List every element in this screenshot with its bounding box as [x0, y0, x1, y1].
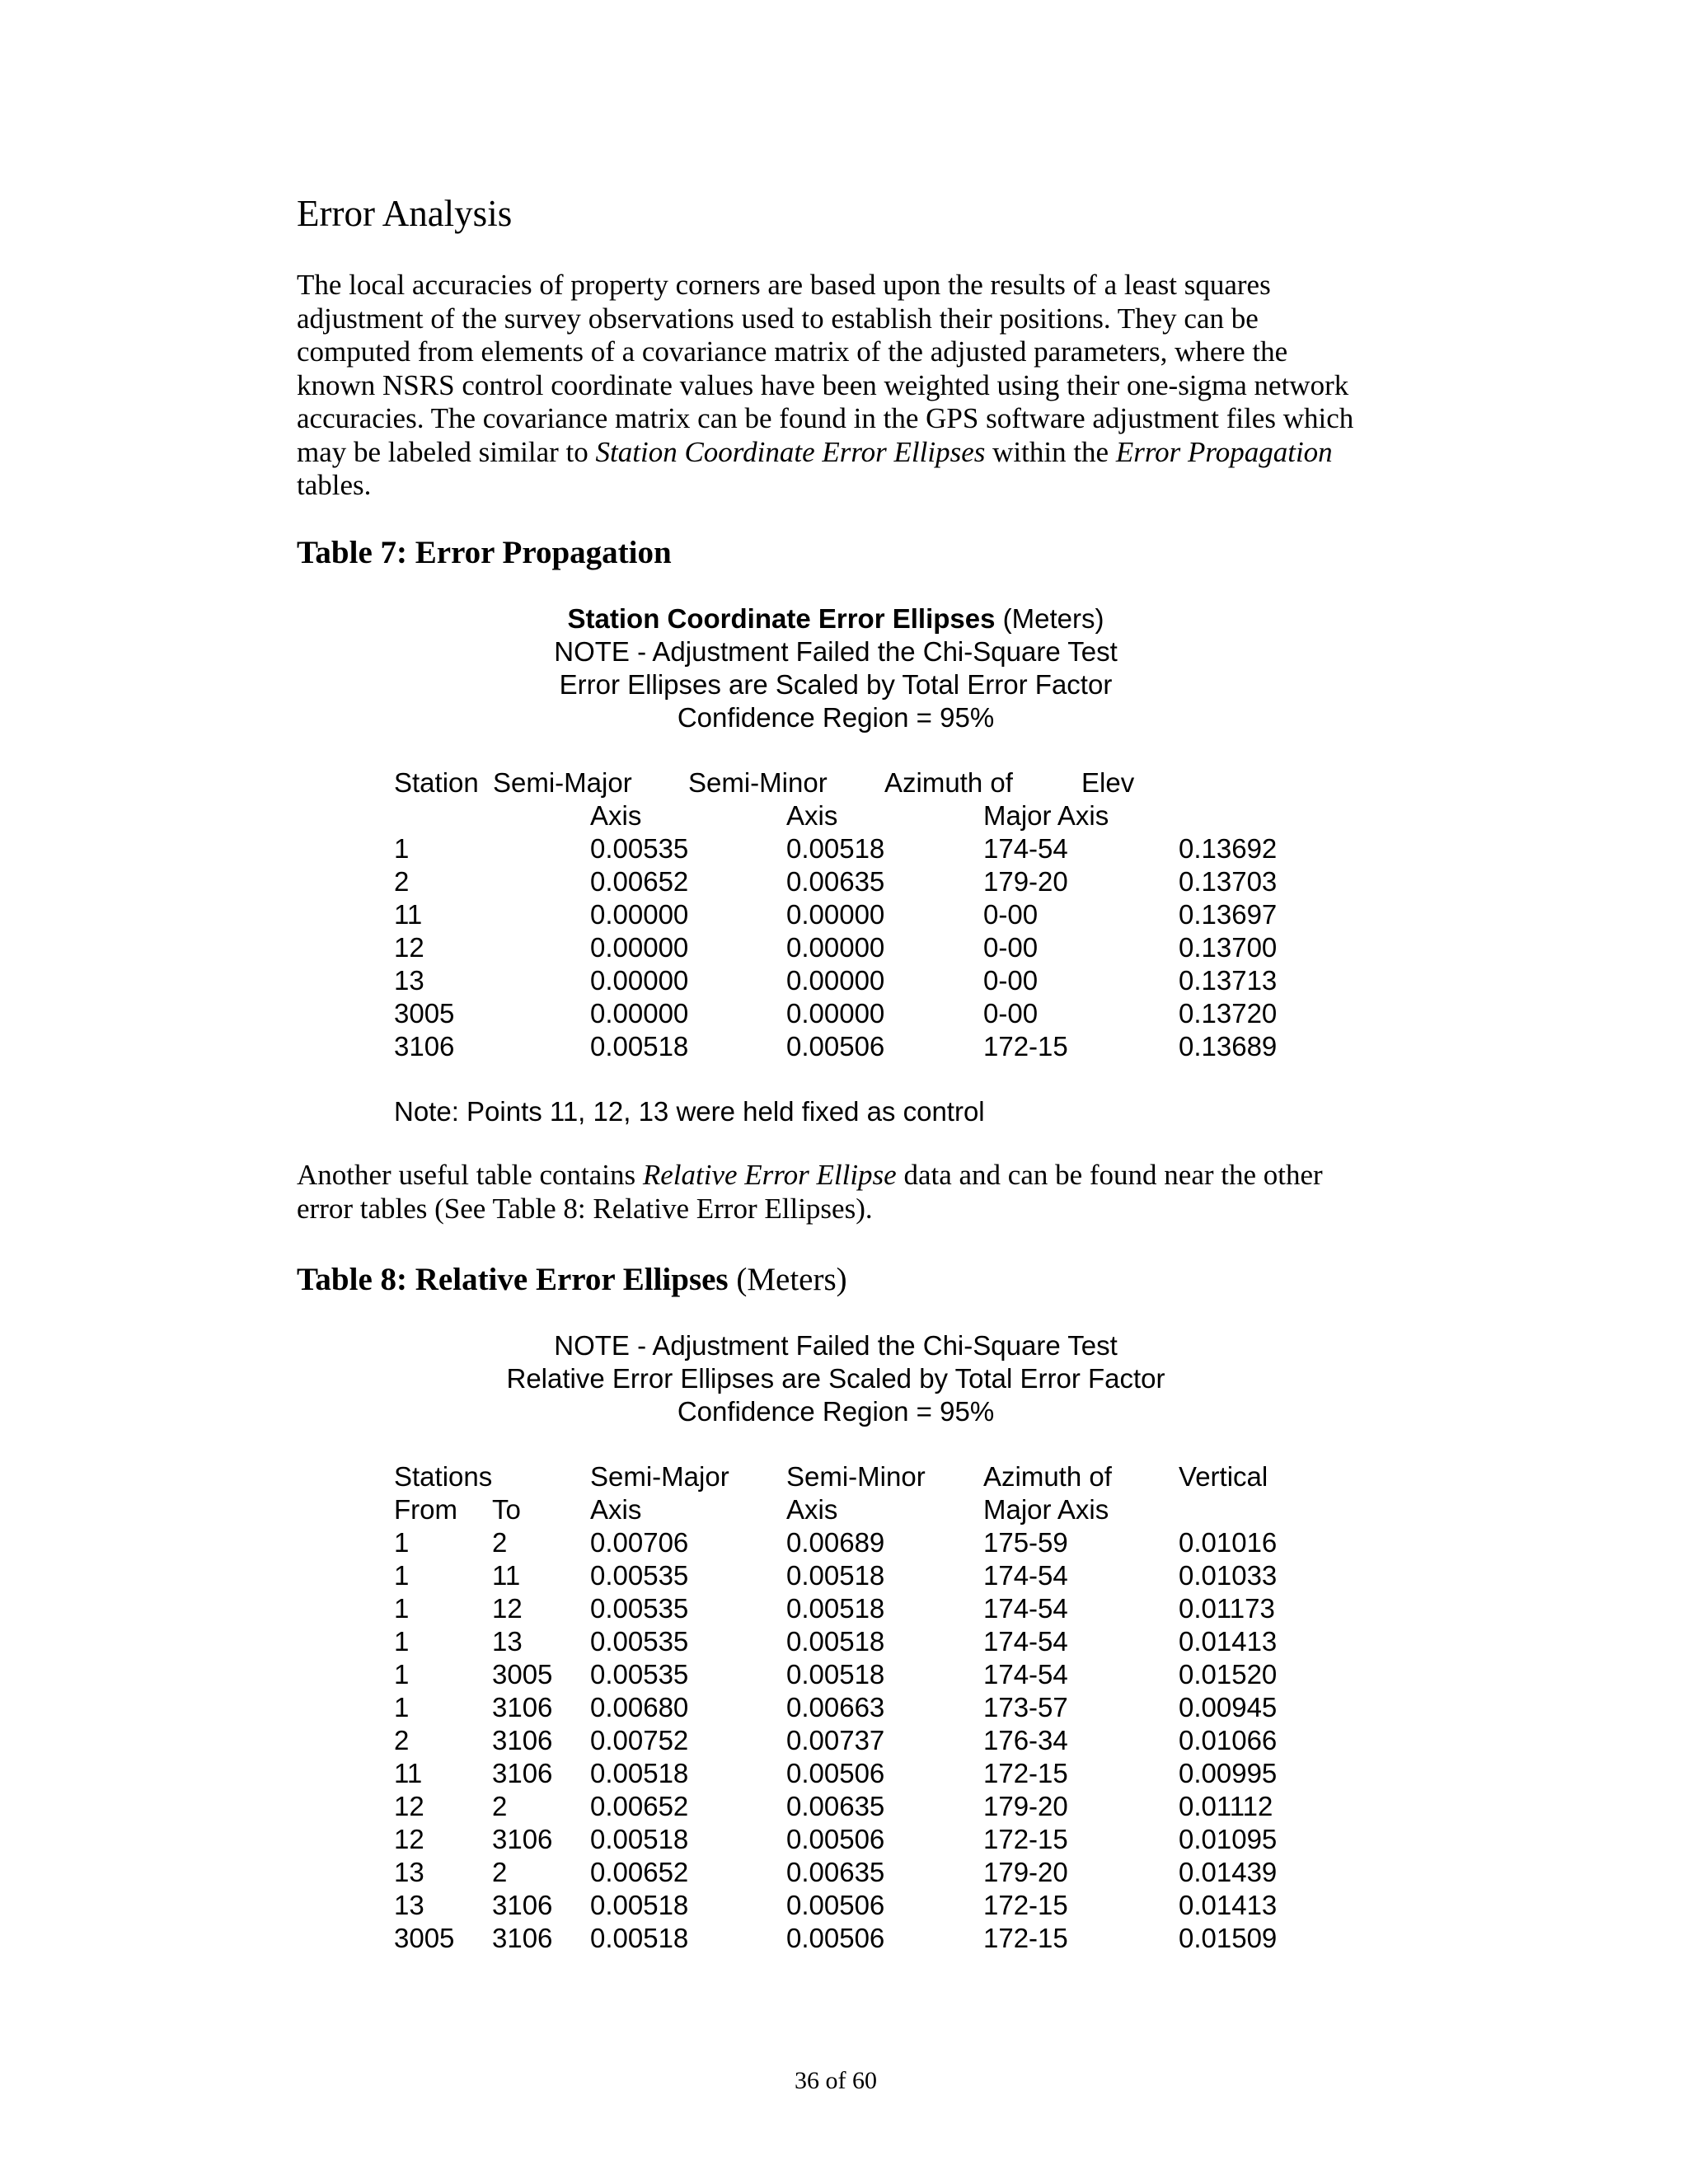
- cell-vertical: 0.01066: [1179, 1725, 1278, 1755]
- cell-azimuth: 175-59: [983, 1527, 1068, 1558]
- table7-footnote: Note: Points 11, 12, 13 were held fixed as control: [394, 1096, 985, 1127]
- page-number: 36 of 60: [795, 2067, 877, 2094]
- table8-heading-unit: (Meters): [728, 1262, 847, 1297]
- cell-semi-minor: 0.00635: [786, 1791, 885, 1821]
- header-azimuth-2: Major Axis: [983, 1494, 1109, 1525]
- cell-azimuth: 0-00: [983, 998, 1039, 1029]
- cell-semi-minor: 0.00518: [786, 1659, 885, 1690]
- cell-semi-minor: 0.00000: [786, 899, 885, 930]
- cell-semi-major: 0.00518: [590, 1890, 689, 1920]
- intro-text: The local accuracies of property corners are based upon the results of a least squares adjustment of the survey observations used to establish their positions. They can be computed from elements of a covariance matrix of the adjusted parameters, where the known NSRS control coordinate values have been weighted using their one-sigma network accuracies. The covariance matrix can be found in the GPS software adjustment files which may be labeled similar to: [297, 269, 1354, 468]
- cell-semi-minor: 0.00737: [786, 1725, 885, 1755]
- intro-italic-term: Station Coordinate Error Ellipses: [595, 435, 986, 468]
- cell-from: 1: [394, 1659, 410, 1690]
- cell-azimuth: 0-00: [983, 932, 1039, 963]
- cell-semi-minor: 0.00635: [786, 866, 885, 897]
- cell-semi-minor: 0.00518: [786, 1593, 885, 1624]
- table8-note-line: NOTE - Adjustment Failed the Chi-Square Test: [554, 1330, 1118, 1361]
- header-stations: Stations: [394, 1461, 493, 1492]
- cell-semi-minor: 0.00518: [786, 833, 885, 864]
- cell-to: 3005: [492, 1659, 553, 1690]
- cell-semi-minor: 0.00635: [786, 1857, 885, 1887]
- table8-note-line: Confidence Region = 95%: [677, 1396, 995, 1427]
- cell-to: 13: [492, 1626, 523, 1657]
- cell-azimuth: 0-00: [983, 965, 1039, 996]
- para2-text: Another useful table contains: [297, 1159, 643, 1191]
- cell-vertical: 0.01520: [1179, 1659, 1278, 1690]
- cell-semi-major: 0.00706: [590, 1527, 689, 1558]
- cell-semi-minor: 0.00518: [786, 1560, 885, 1591]
- cell-from: 13: [394, 1890, 424, 1920]
- section-title: Error Analysis: [297, 193, 513, 234]
- cell-azimuth: 172-15: [983, 1758, 1068, 1788]
- cell-from: 12: [394, 1824, 424, 1854]
- cell-semi-major: 0.00535: [590, 1560, 689, 1591]
- cell-to: 11: [492, 1560, 521, 1591]
- cell-vertical: 0.01439: [1179, 1857, 1278, 1887]
- header-semi-minor-2: Axis: [786, 1494, 838, 1525]
- header-semi-major-2: Axis: [590, 1494, 642, 1525]
- cell-station: 3005: [394, 998, 455, 1029]
- cell-elev: 0.13689: [1179, 1031, 1278, 1062]
- cell-azimuth: 174-54: [983, 1593, 1068, 1624]
- cell-vertical: 0.01095: [1179, 1824, 1278, 1854]
- cell-azimuth: 172-15: [983, 1923, 1068, 1953]
- cell-azimuth: 174-54: [983, 1560, 1068, 1591]
- header-semi-major: Semi-Major: [590, 1461, 729, 1492]
- cell-from: 2: [394, 1725, 410, 1755]
- cell-semi-major: 0.00535: [590, 833, 689, 864]
- table7-note-line: Error Ellipses are Scaled by Total Error Factor: [559, 669, 1113, 700]
- cell-to: 3106: [492, 1923, 553, 1953]
- cell-semi-major: 0.00652: [590, 1791, 689, 1821]
- cell-to: 3106: [492, 1824, 553, 1854]
- cell-semi-major: 0.00518: [590, 1758, 689, 1788]
- cell-semi-minor: 0.00506: [786, 1031, 885, 1062]
- cell-elev: 0.13697: [1179, 899, 1278, 930]
- header-semi-major: Semi-Major: [493, 767, 632, 798]
- cell-to: 2: [492, 1791, 508, 1821]
- header-to: To: [492, 1494, 521, 1525]
- cell-station: 3106: [394, 1031, 455, 1062]
- header-elev: Elev: [1081, 767, 1135, 798]
- cell-vertical: 0.01016: [1179, 1527, 1278, 1558]
- cell-semi-major: 0.00652: [590, 866, 689, 897]
- cell-azimuth: 173-57: [983, 1692, 1068, 1722]
- cell-semi-major: 0.00000: [590, 899, 689, 930]
- table8-note-line: Relative Error Ellipses are Scaled by Total Error Factor: [506, 1363, 1165, 1394]
- cell-from: 12: [394, 1791, 424, 1821]
- cell-from: 1: [394, 1692, 410, 1722]
- cell-elev: 0.13692: [1179, 833, 1278, 864]
- cell-vertical: 0.01413: [1179, 1626, 1278, 1657]
- header-vertical: Vertical: [1179, 1461, 1268, 1492]
- cell-azimuth: 172-15: [983, 1824, 1068, 1854]
- cell-azimuth: 179-20: [983, 1791, 1068, 1821]
- cell-to: 3106: [492, 1725, 553, 1755]
- cell-semi-minor: 0.00000: [786, 998, 885, 1029]
- header-azimuth: Azimuth of: [983, 1461, 1112, 1492]
- cell-semi-major: 0.00518: [590, 1031, 689, 1062]
- header-semi-minor: Semi-Minor: [688, 767, 828, 798]
- cell-station: 13: [394, 965, 424, 996]
- cell-vertical: 0.01413: [1179, 1890, 1278, 1920]
- header-station: Station: [394, 767, 479, 798]
- cell-semi-minor: 0.00663: [786, 1692, 885, 1722]
- cell-from: 3005: [394, 1923, 455, 1953]
- paragraph-2: [297, 1159, 1368, 1226]
- cell-azimuth: 0-00: [983, 899, 1039, 930]
- intro-italic-term: Error Propagation: [1115, 435, 1333, 468]
- cell-from: 13: [394, 1857, 424, 1887]
- cell-from: 11: [394, 1758, 423, 1788]
- header-azimuth: Azimuth of: [884, 767, 1013, 798]
- cell-semi-major: 0.00000: [590, 932, 689, 963]
- cell-vertical: 0.00945: [1179, 1692, 1278, 1722]
- cell-azimuth: 174-54: [983, 833, 1068, 864]
- table8-caption: [0, 1329, 1672, 1428]
- table7-caption: [0, 602, 1672, 734]
- cell-station: 1: [394, 833, 410, 864]
- cell-semi-major: 0.00518: [590, 1923, 689, 1953]
- cell-from: 1: [394, 1527, 410, 1558]
- cell-from: 1: [394, 1560, 410, 1591]
- header-azimuth-2: Major Axis: [983, 800, 1109, 831]
- table7-note-line: Confidence Region = 95%: [677, 702, 995, 733]
- para2-italic-term: Relative Error Ellipse: [642, 1159, 897, 1191]
- cell-vertical: 0.01112: [1179, 1791, 1273, 1821]
- cell-semi-minor: 0.00506: [786, 1890, 885, 1920]
- cell-semi-minor: 0.00000: [786, 965, 885, 996]
- header-semi-major-2: Axis: [590, 800, 642, 831]
- cell-to: 3106: [492, 1692, 553, 1722]
- cell-semi-minor: 0.00518: [786, 1626, 885, 1657]
- cell-from: 1: [394, 1593, 410, 1624]
- cell-to: 3106: [492, 1758, 553, 1788]
- cell-vertical: 0.01173: [1179, 1593, 1275, 1624]
- cell-elev: 0.13703: [1179, 866, 1278, 897]
- para2-text: data and can be found near the other error tables (See Table 8: Relative Error Ellipses).: [297, 1159, 1323, 1225]
- cell-station: 11: [394, 899, 423, 930]
- cell-vertical: 0.00995: [1179, 1758, 1278, 1788]
- header-semi-minor-2: Axis: [786, 800, 838, 831]
- cell-semi-major: 0.00652: [590, 1857, 689, 1887]
- cell-vertical: 0.01509: [1179, 1923, 1278, 1953]
- cell-azimuth: 172-15: [983, 1890, 1068, 1920]
- cell-from: 1: [394, 1626, 410, 1657]
- cell-semi-major: 0.00000: [590, 998, 689, 1029]
- cell-semi-major: 0.00752: [590, 1725, 689, 1755]
- cell-to: 12: [492, 1593, 523, 1624]
- cell-elev: 0.13700: [1179, 932, 1278, 963]
- cell-station: 2: [394, 866, 410, 897]
- cell-azimuth: 172-15: [983, 1031, 1068, 1062]
- table8-heading-text: Table 8: Relative Error Ellipses: [297, 1262, 729, 1297]
- cell-semi-major: 0.00518: [590, 1824, 689, 1854]
- table7-heading: Table 7: Error Propagation: [297, 535, 672, 570]
- cell-semi-minor: 0.00506: [786, 1824, 885, 1854]
- table7-note-line: NOTE - Adjustment Failed the Chi-Square Test: [554, 636, 1118, 667]
- cell-elev: 0.13713: [1179, 965, 1278, 996]
- table7-caption-unit: (Meters): [995, 603, 1104, 634]
- cell-to: 2: [492, 1527, 508, 1558]
- cell-semi-major: 0.00680: [590, 1692, 689, 1722]
- table7-caption-title: Station Coordinate Error Ellipses: [567, 603, 996, 634]
- cell-to: 2: [492, 1857, 508, 1887]
- cell-station: 12: [394, 932, 424, 963]
- cell-semi-major: 0.00535: [590, 1593, 689, 1624]
- cell-semi-major: 0.00535: [590, 1659, 689, 1690]
- cell-semi-minor: 0.00000: [786, 932, 885, 963]
- cell-semi-major: 0.00000: [590, 965, 689, 996]
- intro-text: within the: [985, 435, 1116, 468]
- cell-semi-minor: 0.00689: [786, 1527, 885, 1558]
- cell-semi-minor: 0.00506: [786, 1923, 885, 1953]
- cell-to: 3106: [492, 1890, 553, 1920]
- cell-azimuth: 174-54: [983, 1659, 1068, 1690]
- cell-elev: 0.13720: [1179, 998, 1278, 1029]
- cell-azimuth: 176-34: [983, 1725, 1068, 1755]
- cell-vertical: 0.01033: [1179, 1560, 1278, 1591]
- cell-semi-major: 0.00535: [590, 1626, 689, 1657]
- cell-azimuth: 179-20: [983, 866, 1068, 897]
- cell-azimuth: 179-20: [983, 1857, 1068, 1887]
- cell-azimuth: 174-54: [983, 1626, 1068, 1657]
- table8-heading: [297, 1259, 847, 1301]
- header-semi-minor: Semi-Minor: [786, 1461, 926, 1492]
- intro-text: tables.: [297, 469, 372, 501]
- intro-paragraph: [297, 269, 1368, 503]
- cell-semi-minor: 0.00506: [786, 1758, 885, 1788]
- header-from: From: [394, 1494, 457, 1525]
